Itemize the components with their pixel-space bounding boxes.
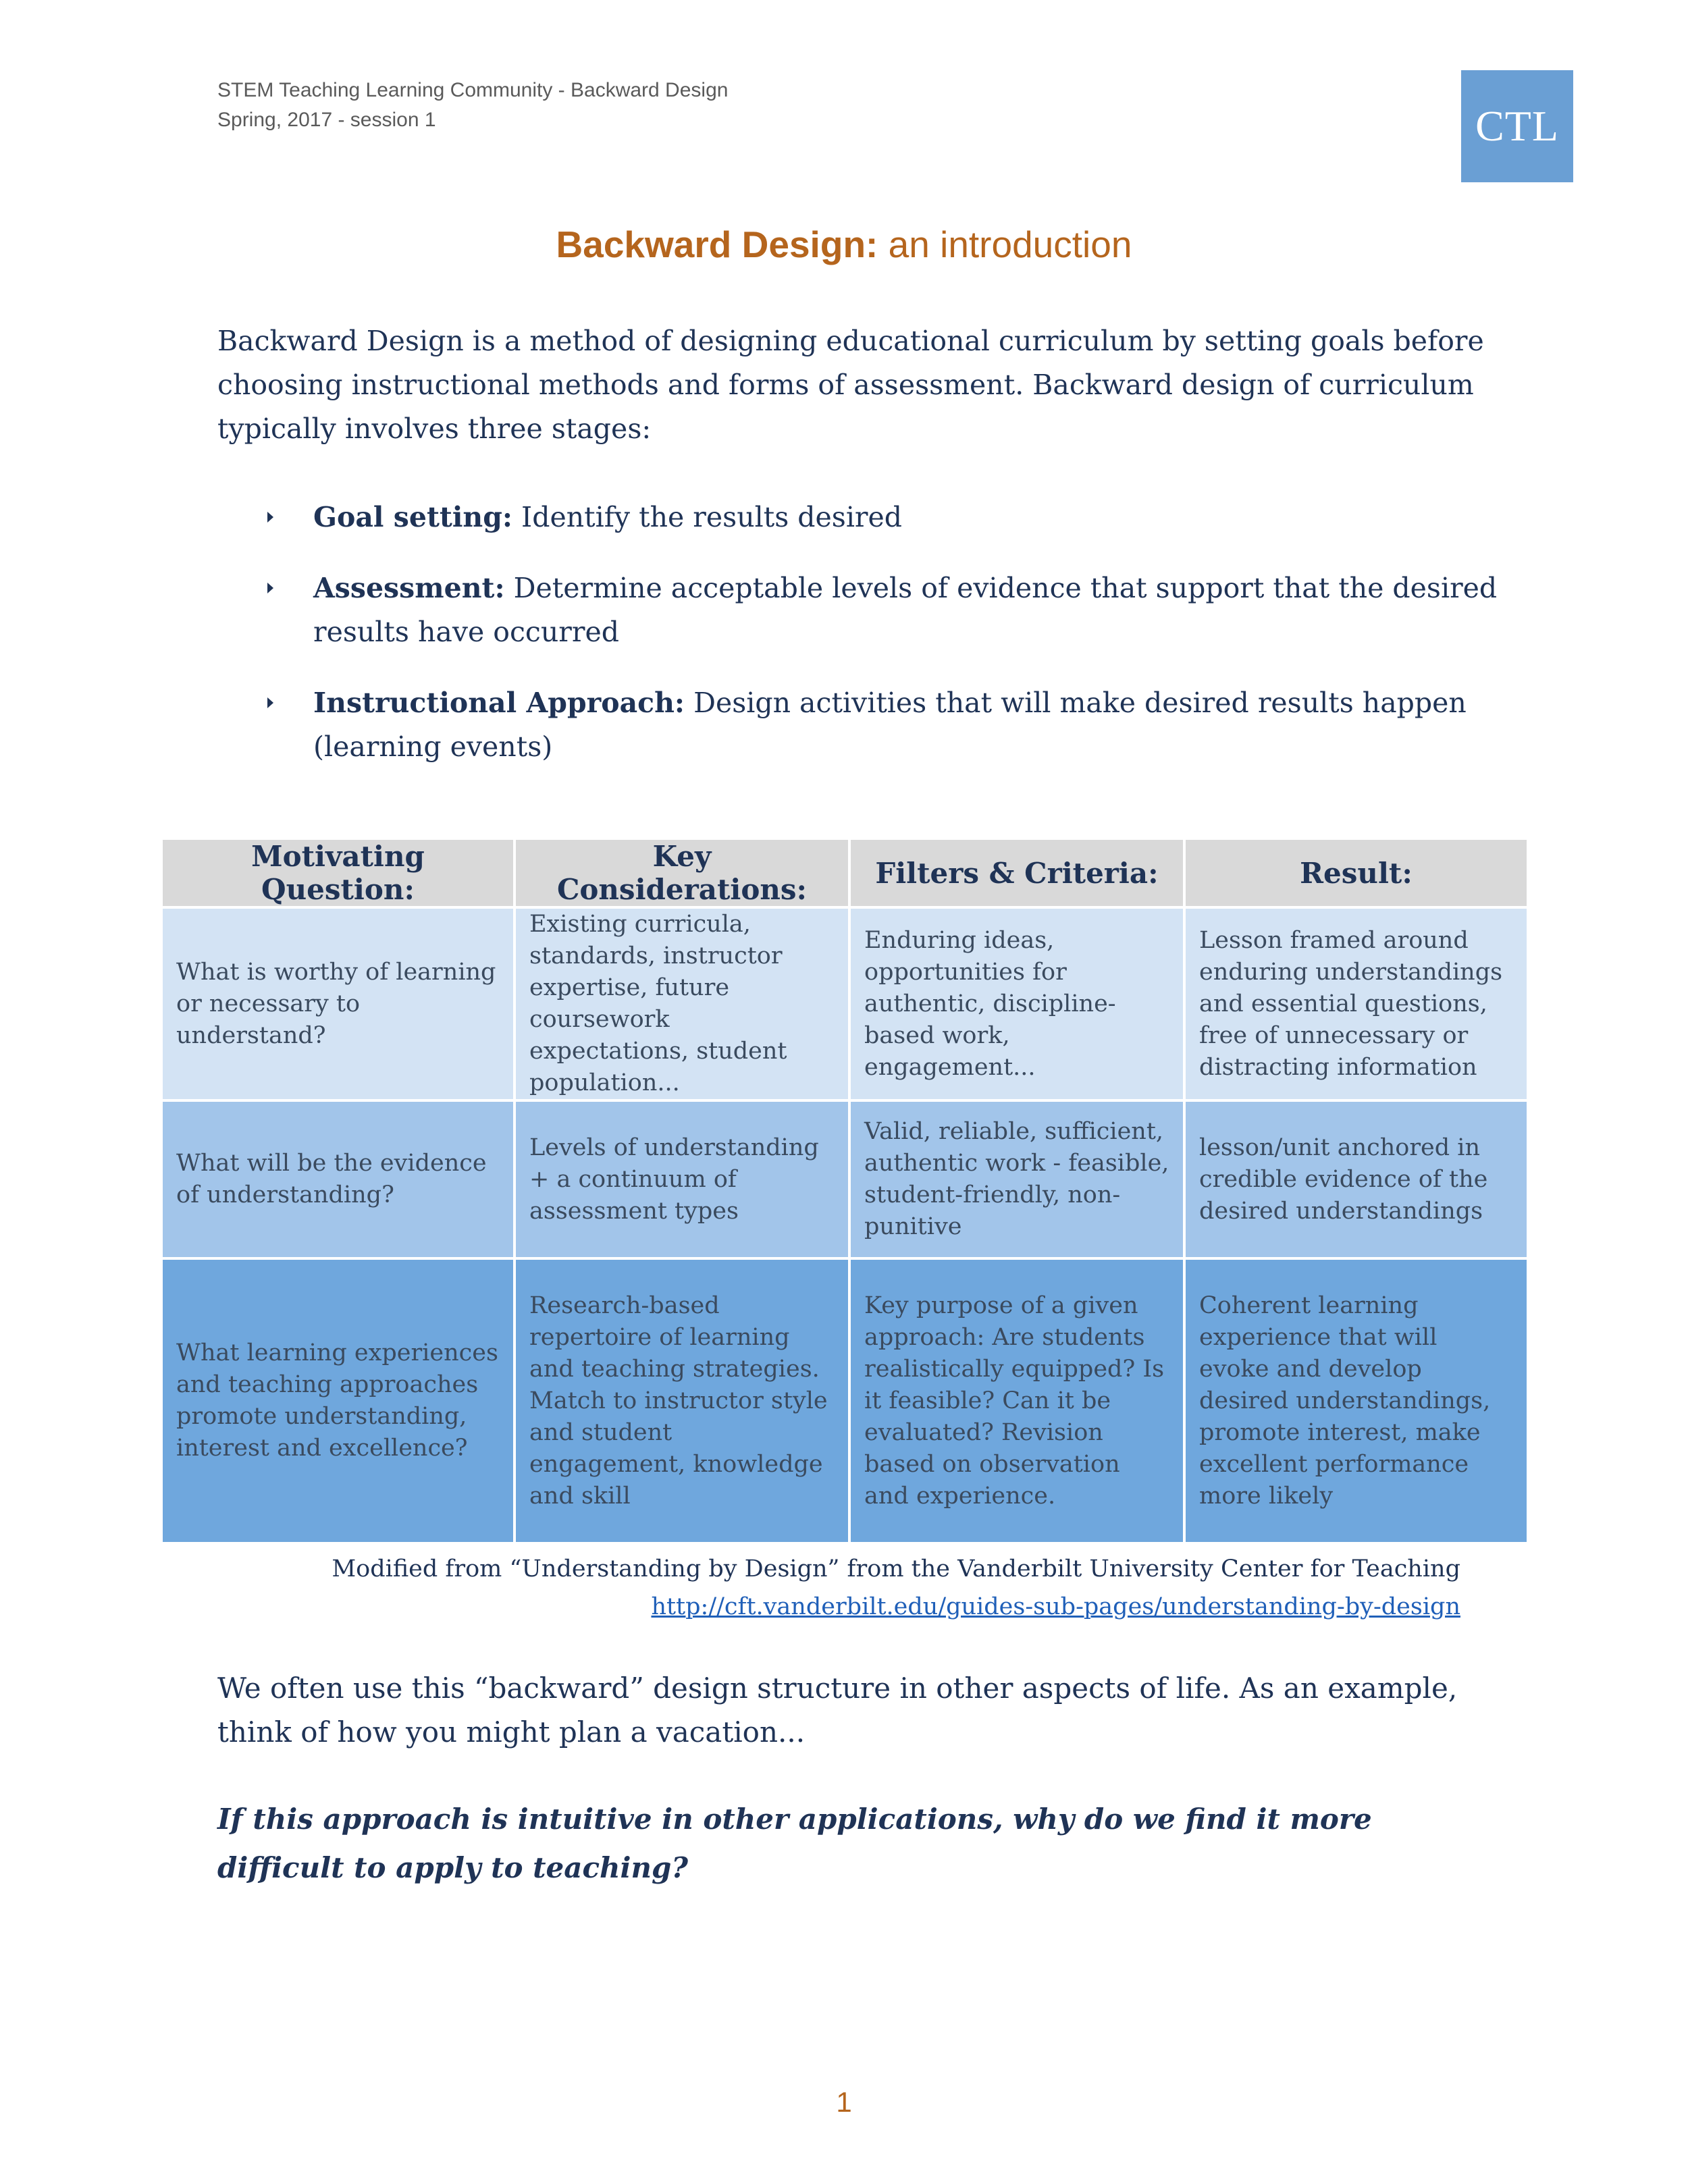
table-cell: Enduring ideas, opportunities for authentic, discipline-based work, engagement... [849, 907, 1184, 1100]
header-key-considerations: Key Considerations: [515, 838, 849, 907]
stage-label: Instructional Approach: [313, 687, 685, 719]
header-line-2: Spring, 2017 - session 1 [217, 109, 436, 131]
bullet-arrow-icon [267, 512, 273, 523]
table-cell: Lesson framed around enduring understandings and essential questions, free of unnecessary or distracting information [1184, 907, 1528, 1100]
table-row [161, 1100, 1528, 1258]
stage-label: Goal setting: [313, 501, 513, 533]
table-cell: Existing curricula, standards, instructor expertise, future coursework expectations, student population... [515, 907, 849, 1100]
bullet-arrow-icon [267, 583, 273, 593]
table-row [161, 907, 1528, 1100]
table-cell: Levels of understanding + a continuum of assessment types [515, 1100, 849, 1258]
table-cell: Coherent learning experience that will evoke and develop desired understandings, promote interest, make excellent performance more likely [1184, 1258, 1528, 1543]
table-cell: What is worthy of learning or necessary to understand? [161, 907, 515, 1100]
table-cell: lesson/unit anchored in credible evidence of the desired understandings [1184, 1100, 1528, 1258]
table-cell: What learning experiences and teaching approaches promote understanding, interest and excellence? [161, 1258, 515, 1543]
table-cell: Research-based repertoire of learning and teaching strategies. Match to instructor style and student engagement, knowledge and skill [515, 1258, 849, 1543]
table-cell: What will be the evidence of understanding? [161, 1100, 515, 1258]
source-credit [332, 1550, 1460, 1626]
page-title [0, 223, 1688, 266]
stage-item-goal-setting [217, 496, 1500, 539]
header-motivating-question: Motivating Question: [161, 838, 515, 907]
source-link[interactable]: http://cft.vanderbilt.edu/guides-sub-pages/understanding-by-design [651, 1593, 1460, 1620]
intro-paragraph: Backward Design is a method of designing educational curriculum by setting goals before choosing instructional methods and forms of assessment. Backward design of curriculum typically involves three stages: [217, 325, 1484, 445]
stages-list [217, 496, 1500, 796]
header-result: Result: [1184, 838, 1528, 907]
example-paragraph: We often use this “backward” design structure in other aspects of life. As an example, think of how you might plan a vacation... [217, 1672, 1458, 1749]
table-row [161, 1258, 1528, 1543]
document-header [217, 76, 728, 135]
table-cell: Valid, reliable, sufficient, authentic work - feasible, student-friendly, non-punitive [849, 1100, 1184, 1258]
stage-item-assessment [217, 566, 1500, 654]
table-header-row [161, 838, 1528, 907]
header-line-1: STEM Teaching Learning Community - Backward Design [217, 79, 729, 101]
credit-text: Modified from “Understanding by Design” from the Vanderbilt University Center for Teaching [332, 1555, 1460, 1582]
stage-item-instructional-approach [217, 681, 1500, 769]
stage-label: Assessment: [313, 572, 505, 604]
backward-design-table [160, 837, 1529, 1545]
page-number: 1 [836, 2086, 852, 2118]
discussion-question: If this approach is intuitive in other applications, why do we find it more difficult to apply to teaching? [217, 1803, 1372, 1884]
ctl-logo: CTL [1461, 70, 1573, 182]
title-bold: Backward Design: [556, 223, 878, 265]
bullet-arrow-icon [267, 697, 273, 708]
title-rest: an introduction [878, 223, 1132, 265]
stage-text: Design activities that will make desired results happen (learning events) [313, 687, 1467, 763]
table-cell: Key purpose of a given approach: Are students realistically equipped? Is it feasible? Can it be evaluated? Revision based on observation and experience. [849, 1258, 1184, 1543]
header-filters-criteria: Filters & Criteria: [849, 838, 1184, 907]
stage-text: Identify the results desired [512, 501, 903, 533]
stage-text: Determine acceptable levels of evidence that support that the desired results have occurred [313, 572, 1498, 648]
